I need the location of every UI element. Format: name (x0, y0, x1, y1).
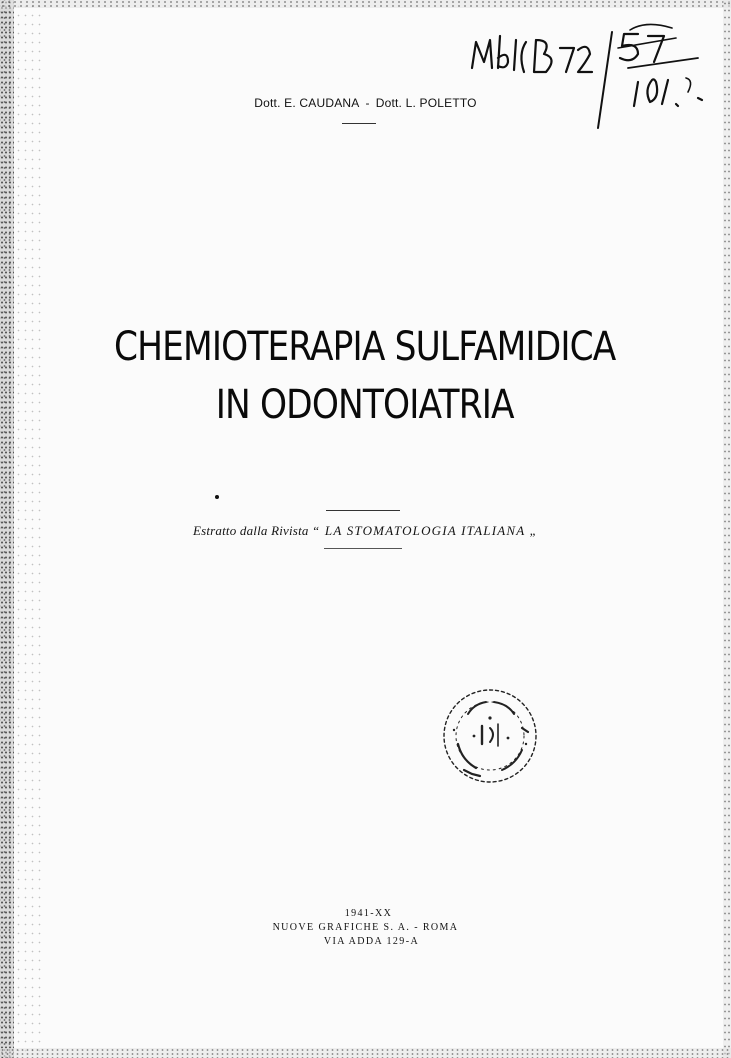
extract-divider-top (326, 510, 400, 511)
authors-line (0, 96, 731, 110)
imprint-block (0, 907, 731, 949)
authors-divider (342, 123, 376, 124)
handwritten-shelfmark (462, 18, 712, 138)
library-stamp (438, 684, 542, 788)
scan-border-top (0, 0, 731, 8)
imprint-address: VIA ADDA 129-A (323, 936, 420, 947)
document-title (50, 318, 679, 434)
title-line-2: IN ODONTOIATRIA (215, 382, 514, 428)
journal-name: “ LA STOMATOLOGIA ITALIANA „ (312, 523, 539, 538)
extract-divider-bottom (324, 548, 402, 549)
imprint-publisher: NUOVE GRAFICHE S. A. - ROMA (272, 922, 459, 933)
author-1: Dott. E. CAUDANA (254, 96, 360, 110)
title-line-1: CHEMIOTERAPIA SULFAMIDICA (113, 324, 616, 370)
scan-border-bottom (0, 1048, 731, 1058)
imprint-year: 1941-XX (344, 908, 393, 919)
author-2: Dott. L. POLETTO (375, 96, 477, 110)
extract-prefix: Estratto dalla Rivista (192, 523, 309, 538)
handwritten-shelfmark-drawing (462, 18, 712, 138)
ornament-dot (215, 495, 219, 499)
library-stamp-drawing (438, 684, 542, 788)
extract-note (0, 523, 731, 539)
author-separator: - (365, 96, 370, 110)
